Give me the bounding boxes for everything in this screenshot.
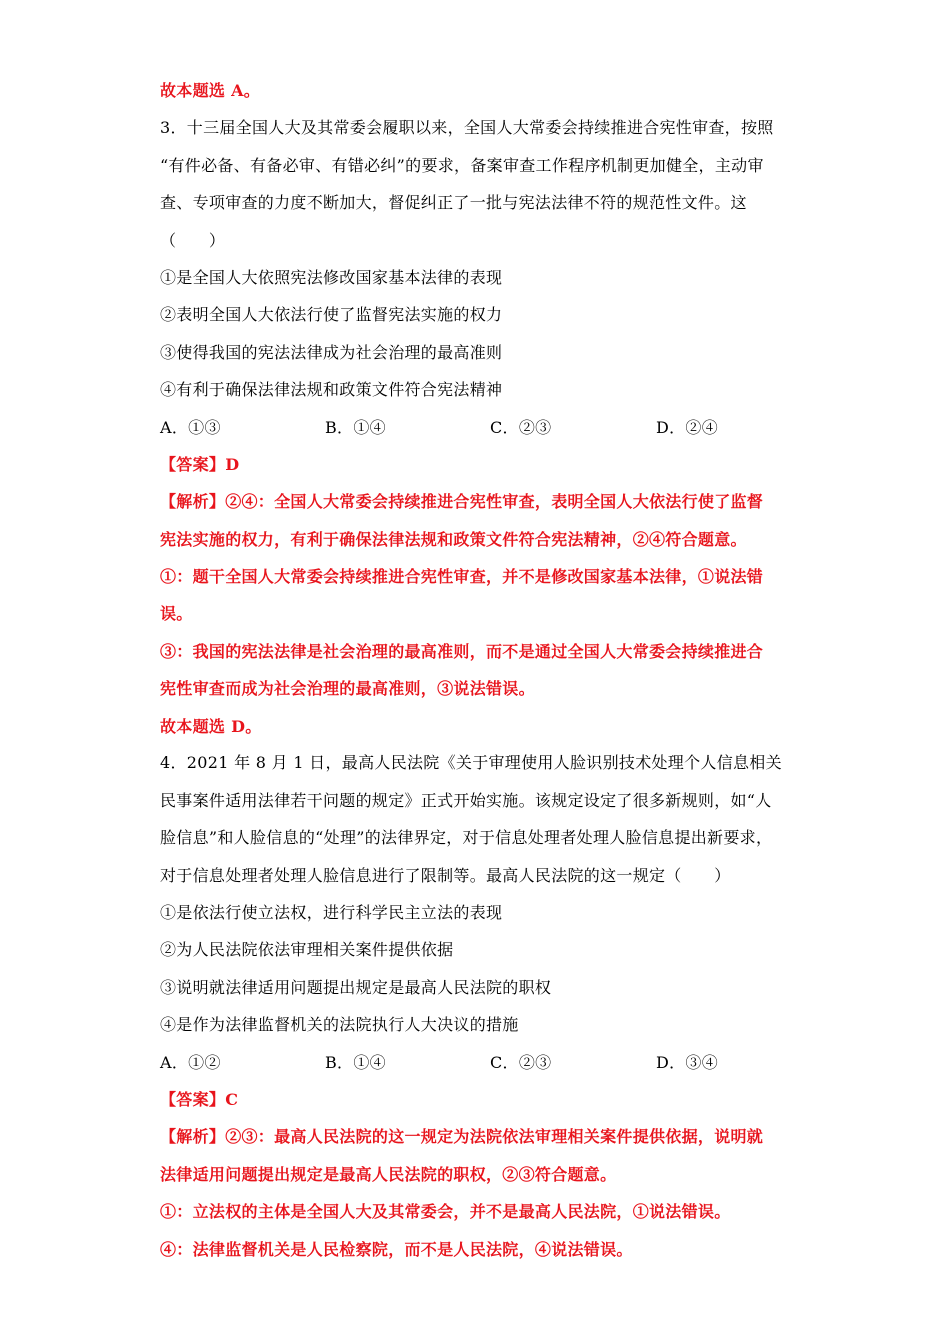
- previous-conclusion: 故本题选 A。: [160, 81, 261, 100]
- q3-option-b: B．①④: [325, 418, 386, 437]
- q3-analysis-line: 【解析】②④：全国人大常委会持续推进合宪性审查，表明全国人大依法行使了监督: [160, 492, 764, 511]
- q3-statement: ②表明全国人大依法行使了监督宪法实施的权力: [160, 305, 503, 324]
- q4-analysis-line: ④：法律监督机关是人民检察院，而不是人民法院，④说法错误。: [160, 1240, 633, 1259]
- q3-analysis-line: ①：题干全国人大常委会持续推进合宪性审查，并不是修改国家基本法律，①说法错: [160, 567, 764, 586]
- q3-stem-line: 3．十三届全国人大及其常委会履职以来，全国人大常委会持续推进合宪性审查，按照: [160, 118, 774, 137]
- q4-statement: ③说明就法律适用问题提出规定是最高人民法院的职权: [160, 978, 552, 997]
- q3-stem-line: 查、专项审查的力度不断加大，督促纠正了一批与宪法法律不符的规范性文件。这: [160, 193, 747, 212]
- q4-analysis-line: 法律适用问题提出规定是最高人民法院的职权，②③符合题意。: [160, 1165, 617, 1184]
- q4-analysis-line: 【解析】②③：最高人民法院的这一规定为法院依法审理相关案件提供依据，说明就: [160, 1127, 764, 1146]
- q3-statement: ①是全国人大依照宪法修改国家基本法律的表现: [160, 268, 503, 287]
- q4-answer: 【答案】C: [160, 1090, 239, 1109]
- q4-statement: ④是作为法律监督机关的法院执行人大决议的措施: [160, 1015, 519, 1034]
- q4-options: [160, 1052, 760, 1074]
- q4-option-d: D．③④: [656, 1053, 719, 1072]
- q3-option-a: A．①③: [160, 418, 221, 437]
- q3-analysis-line: ③：我国的宪法法律是社会治理的最高准则，而不是通过全国人大常委会持续推进合: [160, 642, 764, 661]
- q3-conclusion: 故本题选 D。: [160, 717, 262, 736]
- q4-statement: ①是依法行使立法权，进行科学民主立法的表现: [160, 903, 503, 922]
- q4-statement: ②为人民法院依法审理相关案件提供依据: [160, 940, 454, 959]
- q4-option-c: C．②③: [490, 1053, 552, 1072]
- q4-option-a: A．①②: [160, 1053, 221, 1072]
- q3-stem-line: （ ）: [160, 231, 226, 250]
- q4-stem-line: 对于信息处理者处理人脸信息进行了限制等。最高人民法院的这一规定（ ）: [160, 866, 731, 885]
- q3-answer: 【答案】D: [160, 455, 240, 474]
- q4-option-b: B．①④: [325, 1053, 386, 1072]
- q4-stem-line: 民事案件适用法律若干问题的规定》正式开始实施。该规定设定了很多新规则，如“人: [160, 791, 772, 810]
- q4-analysis-line: ①：立法权的主体是全国人大及其常委会，并不是最高人民法院，①说法错误。: [160, 1202, 731, 1221]
- q3-statement: ④有利于确保法律法规和政策文件符合宪法精神: [160, 380, 503, 399]
- q3-options: [160, 417, 760, 439]
- q3-analysis-line: 误。: [160, 604, 193, 623]
- q3-option-d: D．②④: [656, 418, 719, 437]
- q3-option-c: C．②③: [490, 418, 552, 437]
- q3-statement: ③使得我国的宪法法律成为社会治理的最高准则: [160, 343, 503, 362]
- q3-analysis-line: 宪法实施的权力，有利于确保法律法规和政策文件符合宪法精神，②④符合题意。: [160, 530, 747, 549]
- q4-stem-line: 4．2021 年 8 月 1 日，最高人民法院《关于审理使用人脸识别技术处理个人信息相关: [160, 753, 782, 772]
- q3-stem-line: “有件必备、有备必审、有错必纠”的要求，备案审查工作程序机制更加健全，主动审: [160, 156, 764, 175]
- q4-stem-line: 脸信息”和人脸信息的“处理”的法律界定，对于信息处理者处理人脸信息提出新要求，: [160, 828, 773, 847]
- q3-analysis-line: 宪性审查而成为社会治理的最高准则，③说法错误。: [160, 679, 535, 698]
